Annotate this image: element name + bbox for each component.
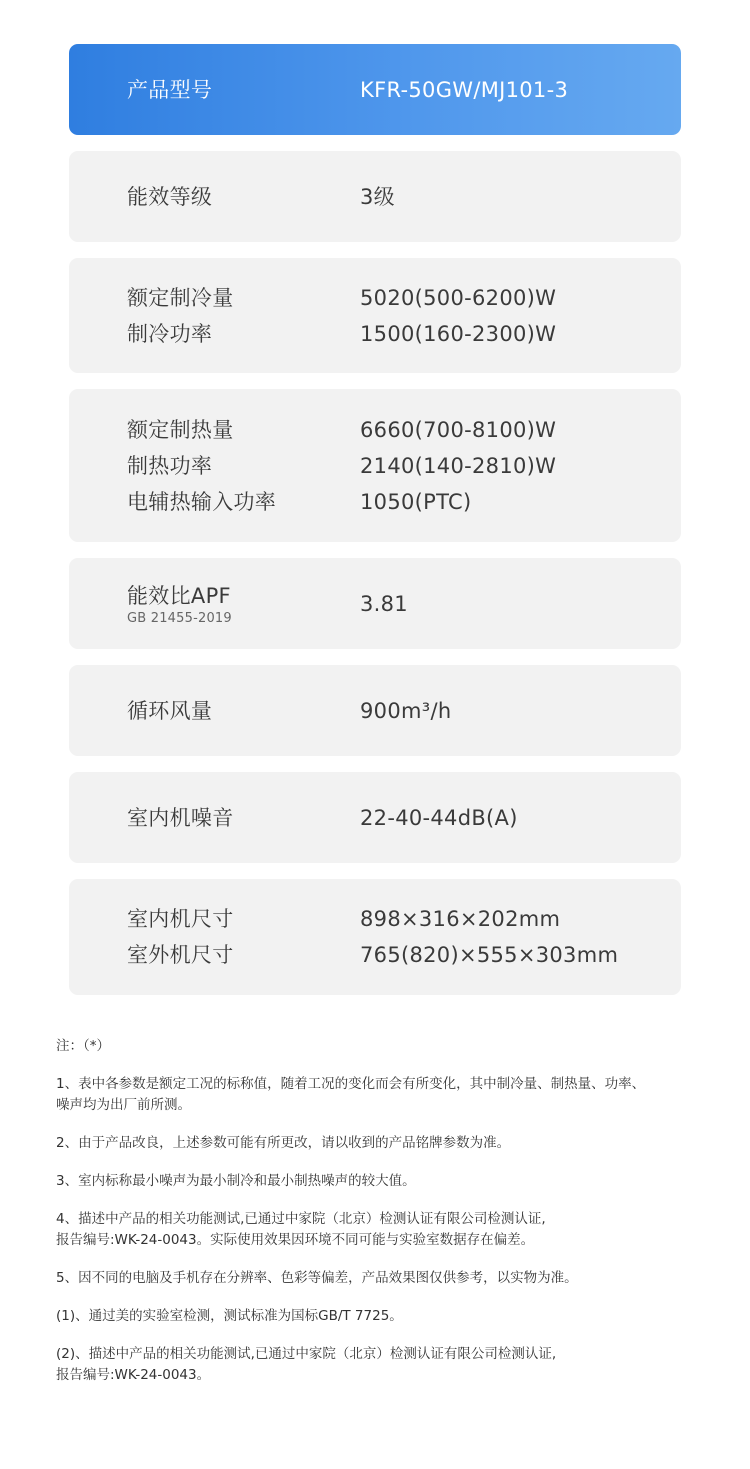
spec-card-apf <box>69 558 681 649</box>
note-item <box>56 1074 720 1116</box>
indoor-dimensions-label: 室内机尺寸 <box>127 907 234 931</box>
note-line: (1)、通过美的实验室检测，测试标准为国标GB/T 7725。 <box>56 1308 403 1324</box>
spec-card-energy-grade <box>69 151 681 242</box>
spec-card-model <box>69 44 681 135</box>
note-line: 1、表中各参数是额定工况的标称值，随着工况的变化而会有所变化，其中制冷量、制热量、功率、 <box>56 1076 646 1092</box>
notes-title: 注：（*） <box>56 1038 110 1054</box>
heating-capacity-value: 6660(700-8100)W <box>360 417 557 442</box>
footnotes <box>56 1036 720 1403</box>
model-value: KFR-50GW/MJ101-3 <box>360 77 569 102</box>
spec-card-noise <box>69 772 681 863</box>
spec-card-cooling <box>69 258 681 373</box>
noise-label: 室内机噪音 <box>127 805 234 830</box>
note-item <box>56 1171 720 1192</box>
note-line: 报告编号:WK-24-0043。 <box>56 1367 211 1383</box>
cooling-capacity-value: 5020(500-6200)W <box>360 285 557 310</box>
note-line: 报告编号:WK-24-0043。实际使用效果因环境不同可能与实验室数据存在偏差。 <box>56 1232 535 1248</box>
energy-grade-value: 3级 <box>360 184 395 209</box>
note-item <box>56 1268 720 1289</box>
noise-value: 22-40-44dB(A) <box>360 805 518 830</box>
heating-capacity-label: 额定制热量 <box>127 417 234 442</box>
apf-label: 能效比APF <box>127 583 231 608</box>
note-line: (2)、描述中产品的相关功能测试,已通过中家院（北京）检测认证有限公司检测认证, <box>56 1346 557 1362</box>
aux-heater-power-value: 1050(PTC) <box>360 489 472 514</box>
outdoor-dimensions-label: 室外机尺寸 <box>127 943 234 967</box>
spec-list <box>69 44 681 1011</box>
energy-grade-label: 能效等级 <box>127 184 213 209</box>
apf-standard: GB 21455-2019 <box>127 610 232 626</box>
cooling-capacity-label: 额定制冷量 <box>127 285 234 310</box>
note-item <box>56 1209 720 1251</box>
cooling-power-label: 制冷功率 <box>127 321 213 346</box>
airflow-label: 循环风量 <box>127 698 213 723</box>
aux-heater-power-label: 电辅热输入功率 <box>127 489 277 514</box>
spec-card-airflow <box>69 665 681 756</box>
heating-power-label: 制热功率 <box>127 453 213 478</box>
note-item <box>56 1344 720 1386</box>
outdoor-dimensions-value: 765(820)×555×303mm <box>360 943 619 967</box>
model-label: 产品型号 <box>127 77 213 102</box>
airflow-value: 900m³/h <box>360 698 452 723</box>
spec-card-dimensions <box>69 879 681 995</box>
heating-power-value: 2140(140-2810)W <box>360 453 557 478</box>
note-line: 噪声均为出厂前所测。 <box>56 1097 191 1113</box>
note-line: 2、由于产品改良，上述参数可能有所更改，请以收到的产品铭牌参数为准。 <box>56 1135 511 1151</box>
note-line: 5、因不同的电脑及手机存在分辨率、色彩等偏差，产品效果图仅供参考，以实物为准。 <box>56 1270 578 1286</box>
note-line: 4、描述中产品的相关功能测试,已通过中家院（北京）检测认证有限公司检测认证, <box>56 1211 546 1227</box>
note-item <box>56 1306 720 1327</box>
note-line: 3、室内标称最小噪声为最小制冷和最小制热噪声的较大值。 <box>56 1173 416 1189</box>
indoor-dimensions-value: 898×316×202mm <box>360 907 561 931</box>
cooling-power-value: 1500(160-2300)W <box>360 321 557 346</box>
apf-value: 3.81 <box>360 591 408 616</box>
note-item <box>56 1133 720 1154</box>
spec-card-heating <box>69 389 681 542</box>
